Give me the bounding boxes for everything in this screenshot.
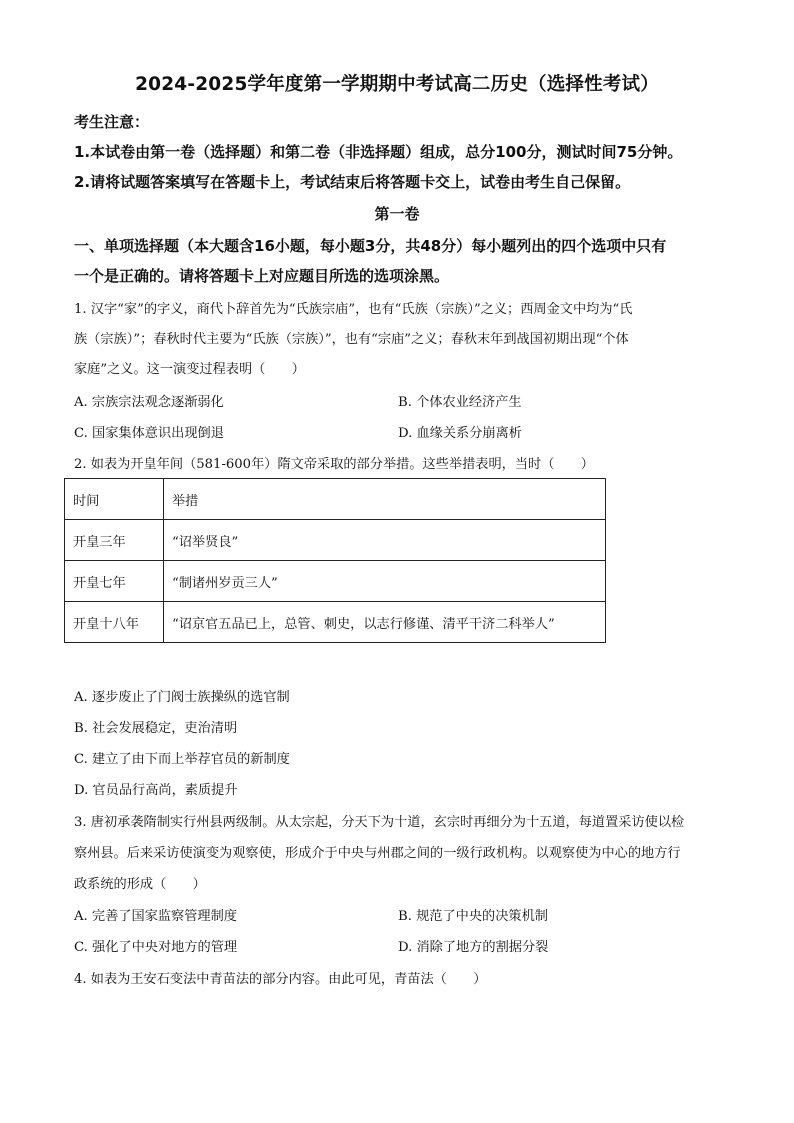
- notice-item-1: 1.本试卷由第一卷（选择题）和第二卷（非选择题）组成，总分100分，测试时间75分钟。: [74, 143, 683, 161]
- q3-option-c: C. 强化了中央对地方的管理: [74, 940, 238, 955]
- table-header-time: 时间: [65, 479, 164, 520]
- volume-title: 第一卷: [374, 205, 420, 223]
- q3-option-b: B. 规范了中央的决策机制: [398, 909, 548, 924]
- table-cell-time: 开皇十八年: [65, 602, 164, 643]
- q1-stem-line-1: 1. 汉字“家”的字义，商代卜辞首先为“氏族宗庙”，也有“氏族（宗族）”之义；西周金文中均为“氏: [74, 302, 633, 317]
- exam-title: 2024-2025学年度第一学期期中考试高二历史（选择性考试）: [135, 74, 659, 95]
- table-cell-time: 开皇七年: [65, 561, 164, 602]
- table-header-measure: 举措: [164, 479, 606, 520]
- q2-option-b: B. 社会发展稳定，吏治清明: [74, 721, 238, 736]
- q2-option-d: D. 官员品行高尚，素质提升: [74, 783, 238, 798]
- table-header-row: [65, 479, 606, 520]
- q3-stem-line-1: 3. 唐初承袭隋制实行州县两级制。从太宗起，分天下为十道，玄宗时再细分为十五道，每道置采访使以检: [74, 815, 685, 830]
- table-cell-measure: “诏举贤良”: [164, 520, 606, 561]
- q1-option-b: B. 个体农业经济产生: [398, 395, 522, 410]
- q1-stem-line-3: 家庭”之义。这一演变过程表明（ ）: [74, 362, 305, 377]
- section-instruction-line-1: 一、单项选择题（本大题含16小题，每小题3分，共48分）每小题列出的四个选项中只有: [74, 237, 667, 255]
- q3-option-d: D. 消除了地方的割据分裂: [398, 940, 549, 955]
- notice-heading: 考生注意：: [74, 113, 150, 131]
- q1-stem-line-2: 族（宗族）”；春秋时代主要为“氏族（宗族）”，也有“宗庙”之义；春秋末年到战国初期出现“个体: [74, 332, 629, 347]
- q2-stem: 2. 如表为开皇年间（581-600年）隋文帝采取的部分举措。这些举措表明，当时（ ）: [74, 457, 594, 472]
- q3-stem-line-3: 政系统的形成（ ）: [74, 877, 206, 892]
- table-row: [65, 561, 606, 602]
- q1-option-c: C. 国家集体意识出现倒退: [74, 426, 224, 441]
- q2-table: [64, 478, 606, 643]
- q2-option-c: C. 建立了由下而上举荐官员的新制度: [74, 752, 290, 767]
- table-row: [65, 602, 606, 643]
- q4-stem: 4. 如表为王安石变法中青苗法的部分内容。由此可见，青苗法（ ）: [74, 972, 487, 987]
- q1-option-a: A. 宗族宗法观念逐渐弱化: [74, 395, 224, 410]
- table-row: [65, 520, 606, 561]
- notice-item-2: 2.请将试题答案填写在答题卡上，考试结束后将答题卡交上，试卷由考生自己保留。: [74, 173, 631, 191]
- table-cell-measure: “诏京官五品已上，总管、刺史，以志行修谨、清平干济二科举人”: [164, 602, 606, 643]
- section-instruction-line-2: 一个是正确的。请将答题卡上对应题目所选的选项涂黑。: [74, 267, 450, 285]
- table-cell-measure: “制诸州岁贡三人”: [164, 561, 606, 602]
- table-cell-time: 开皇三年: [65, 520, 164, 561]
- q2-option-a: A. 逐步废止了门阀士族操纵的选官制: [74, 690, 290, 705]
- q1-option-d: D. 血缘关系分崩离析: [398, 426, 522, 441]
- q3-option-a: A. 完善了国家监察管理制度: [74, 909, 237, 924]
- q3-stem-line-2: 察州县。后来采访使演变为观察使，形成介于中央与州郡之间的一级行政机构。以观察使为中心的地方行: [74, 846, 681, 861]
